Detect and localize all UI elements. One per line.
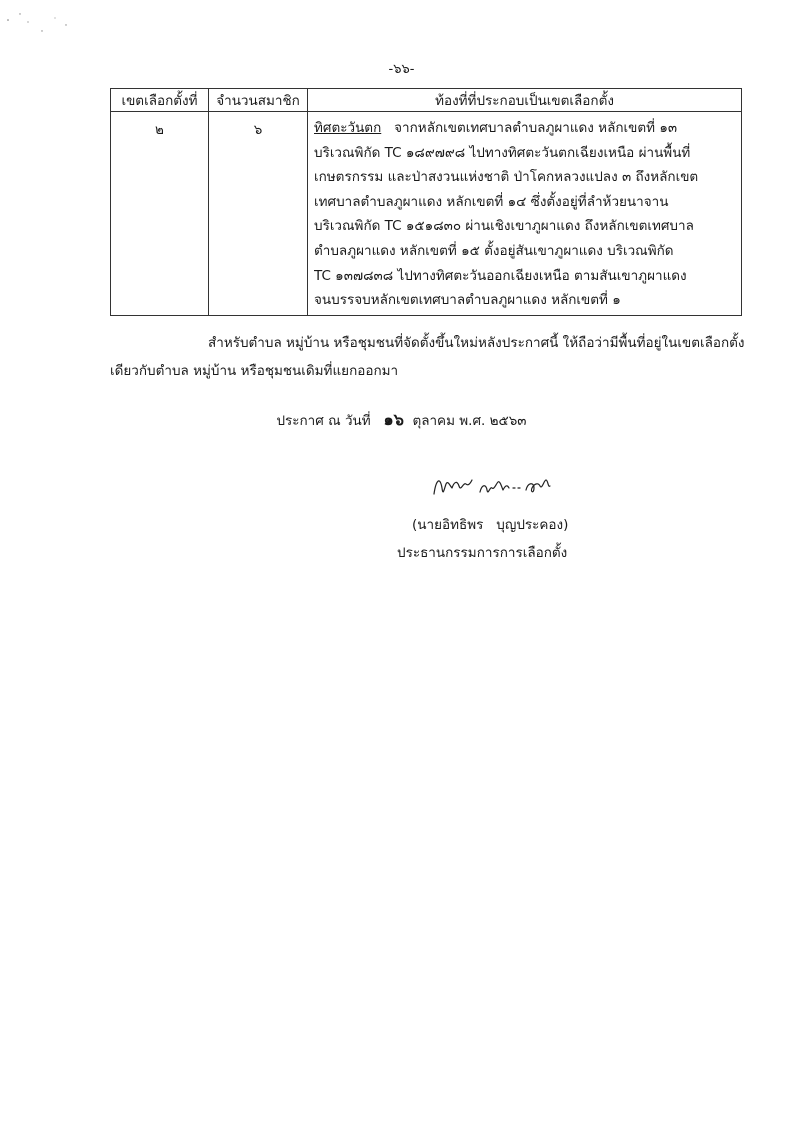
description-line: จนบรรจบหลักเขตเทศบาลตำบลภูผาแดง หลักเขตที่ ๑ — [314, 292, 621, 309]
table-header-row — [111, 89, 742, 112]
header-members: จำนวนสมาชิก — [209, 89, 308, 112]
page-number: -๖๖- — [388, 62, 415, 77]
description-line: เกษตรกรรม และป่าสงวนแห่งชาติ ป่าโคกหลวงแปลง ๓ ถึงหลักเขต — [314, 169, 699, 186]
signatory-name: (นายอิทธิพร บุญประคอง) — [412, 517, 569, 533]
announcement-prefix: ประกาศ ณ วันที่ — [276, 413, 371, 429]
description-text: จากหลักเขตเทศบาลตำบลภูผาแดง หลักเขตที่ ๑๓ — [394, 120, 678, 136]
district-table — [110, 88, 742, 316]
area-description — [308, 112, 742, 316]
description-line: ตำบลภูผาแดง หลักเขตที่ ๑๕ ตั้งอยู่สันเขาภูผาแดง บริเวณพิกัด — [314, 242, 674, 259]
announcement-month-year: ตุลาคม พ.ศ. ๒๕๖๓ — [412, 413, 527, 429]
member-count: ๖ — [209, 112, 308, 316]
announcement-date — [0, 408, 803, 433]
district-number: ๒ — [111, 112, 209, 316]
table-row — [111, 112, 742, 316]
header-district: เขตเลือกตั้งที่ — [111, 89, 209, 112]
header-area: ท้องที่ที่ประกอบเป็นเขตเลือกตั้ง — [308, 89, 742, 112]
description-line: บริเวณพิกัด TC ๑๕๑๘๓๐ ผ่านเชิงเขาภูผาแดง ถึงหลักเขตเทศบาล — [314, 218, 694, 235]
paragraph-line-1: สำหรับตำบล หมู่บ้าน หรือชุมชนที่จัดตั้งขึ้นใหม่หลังประกาศนี้ ให้ถือว่ามีพื้นที่อยู่ในเขตเลือกตั้ง — [208, 335, 745, 351]
announcement-day: ๑๖ — [383, 410, 404, 429]
paragraph-line-2: เดียวกับตำบล หมู่บ้าน หรือชุมชนเดิมที่แยกออกมา — [110, 363, 399, 379]
scan-specks — [0, 0, 80, 40]
signature — [430, 466, 570, 506]
description-line — [314, 116, 735, 141]
description-line: เทศบาลตำบลภูผาแดง หลักเขตที่ ๑๔ ซึ่งตั้งอยู่ที่ลำห้วยนาจาน — [314, 193, 669, 210]
description-line: บริเวณพิกัด TC ๑๘๙๗๙๘ ไปทางทิศตะวันตกเฉียงเหนือ ผ่านพื้นที่ — [314, 144, 691, 161]
signatory-title: ประธานกรรมการการเลือกตั้ง — [397, 545, 568, 561]
description-line: TC ๑๓๗๘๓๘ ไปทางทิศตะวันออกเฉียงเหนือ ตามสันเขาภูผาแดง — [314, 267, 687, 284]
direction-heading: ทิศตะวันตก — [314, 120, 382, 136]
